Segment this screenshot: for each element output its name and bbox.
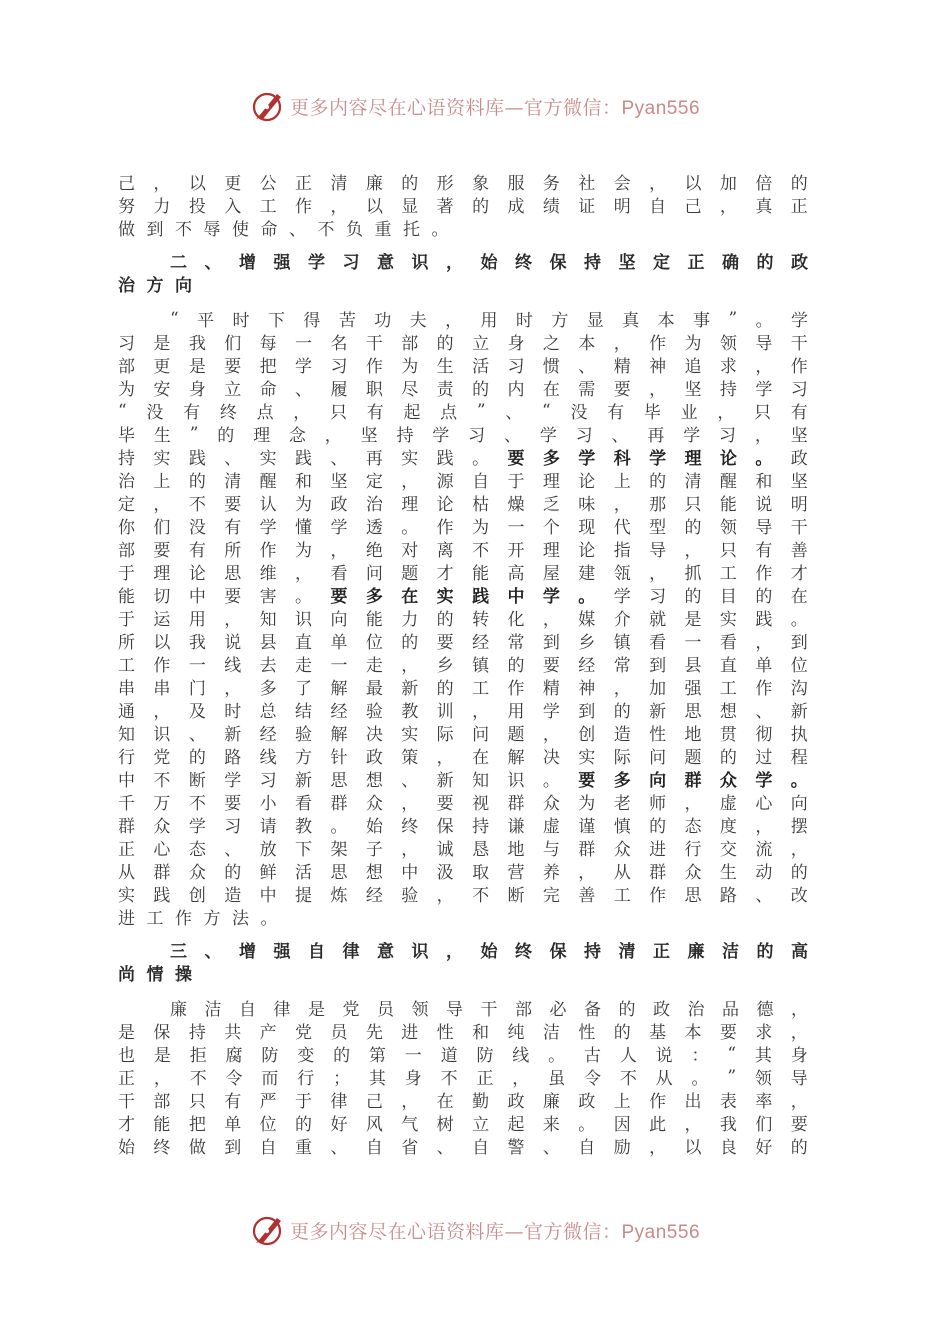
text-line: 做 到 不 辱 使 命 、 不 负 重 托 。 [118, 220, 449, 239]
pen-nib-seal-icon [250, 1212, 286, 1248]
watermark-banner-top [0, 86, 950, 126]
section-heading-line: 尚 情 操 [118, 965, 192, 984]
watermark-banner-bottom [0, 1210, 950, 1250]
text-line: 治 上 的 清 醒 和 坚 定 ， 源 自 于 理 论 上 的 清 醒 和 坚 [118, 472, 808, 491]
text-line: 正 ， 不 令 而 行 ； 其 身 不 正 ， 虽 令 不 从 。 ” 领 导 [118, 1066, 808, 1088]
text-line: 中 不 断 学 习 新 思 想 、 新 知 识 。 要 多 向 群 众 学 。 [118, 771, 808, 790]
pen-nib-seal-icon [250, 88, 286, 124]
text-line: “ 平 时 下 得 苦 功 夫 ， 用 时 方 显 真 本 事 ” 。 学 [170, 308, 808, 330]
text-line: 群 众 学 习 请 教 。 始 终 保 持 谦 虚 谨 慎 的 态 度 ， 摆 [118, 817, 808, 836]
text-line: 进 工 作 方 法 。 [118, 909, 278, 928]
section-heading-line: 治 方 向 [118, 276, 192, 295]
text-line: 通 ， 及 时 总 结 经 验 教 训 ， 用 学 到 的 新 思 想 、 新 [118, 702, 808, 721]
text-line: 你 们 没 有 学 懂 学 透 。 作 为 一 个 现 代 型 的 领 导 干 [118, 518, 808, 537]
text-line: 廉 洁 自 律 是 党 员 领 导 干 部 必 备 的 政 治 品 德 ， [170, 1000, 808, 1019]
text-line: 正 心 态 、 放 下 架 子 ， 诚 恳 地 与 群 众 进 行 交 流 ， [118, 840, 808, 859]
document-body [118, 170, 808, 1157]
text-line: 毕 生 ” 的 理 念 ， 坚 持 学 习 、 学 习 、 再 学 习 ， 坚 [118, 423, 808, 445]
text-line: 串 串 门 ， 多 了 解 最 新 的 工 作 精 神 ， 加 强 工 作 沟 [118, 679, 808, 698]
section-heading-line: 三 、 增 强 自 律 意 识 ， 始 终 保 持 清 正 廉 洁 的 高 [170, 942, 808, 961]
text-line: 才 能 把 单 位 的 好 风 气 树 立 起 来 。 因 此 ， 我 们 要 [118, 1115, 808, 1134]
text-line: 部 更 是 要 把 学 习 作 为 生 活 习 惯 、 精 神 追 求 ， 作 [118, 357, 808, 376]
text-line: 能 切 中 要 害 。 要 多 在 实 践 中 学 。 学 习 的 目 的 在 [118, 587, 808, 606]
text-line: 所 以 我 说 县 直 单 位 的 要 经 常 到 乡 镇 看 一 看 ， 到 [118, 633, 808, 652]
text-line: 是 保 持 共 产 党 员 先 进 性 和 纯 洁 性 的 基 本 要 求 ， [118, 1023, 808, 1042]
text-line: 定 ， 不 要 认 为 政 治 理 论 枯 燥 乏 味 ， 那 只 能 说 明 [118, 495, 808, 514]
text-line: 千 万 不 要 小 看 群 众 ， 要 视 群 众 为 老 师 ， 虚 心 向 [118, 794, 808, 813]
text-line: “ 没 有 终 点 ， 只 有 起 点 ” 、 “ 没 有 毕 业 ， 只 有 [118, 400, 808, 422]
text-line: 习 是 我 们 每 一 名 干 部 的 立 身 之 本 ， 作 为 领 导 干 [118, 334, 808, 353]
text-line: 于 运 用 ， 知 识 向 能 力 的 转 化 ， 媒 介 就 是 实 践 。 [118, 610, 808, 629]
text-line: 实 践 创 造 中 提 炼 经 验 ， 不 断 完 善 工 作 思 路 、 改 [118, 886, 808, 905]
text-line: 从 群 众 的 鲜 活 思 想 中 汲 取 营 养 ， 从 群 众 生 动 的 [118, 863, 808, 882]
watermark-text: 更多内容尽在心语资料库—官方微信：Pyan556 [289, 1220, 701, 1243]
text-line: 持 实 践 、 实 践 、 再 实 践 。 要 多 学 科 学 理 论 。 政 [118, 449, 808, 468]
text-line: 干 部 只 有 严 于 律 己 ， 在 勤 政 廉 政 上 作 出 表 率 ， [118, 1092, 808, 1111]
text-line: 为 安 身 立 命 、 履 职 尽 责 的 内 在 需 要 ， 坚 持 学 习 [118, 380, 808, 399]
text-line: 也 是 拒 腐 防 变 的 第 一 道 防 线 。 古 人 说 ： “ 其 身 [118, 1043, 808, 1065]
watermark-text: 更多内容尽在心语资料库—官方微信：Pyan556 [289, 96, 701, 119]
text-line: 于 理 论 思 维 ， 看 问 题 才 能 高 屋 建 瓴 ， 抓 工 作 才 [118, 564, 808, 583]
text-line: 工 作 一 线 去 走 一 走 ， 乡 镇 的 要 经 常 到 县 直 单 位 [118, 656, 808, 675]
text-line: 努 力 投 入 工 作 ， 以 显 著 的 成 绩 证 明 自 己 ， 真 正 [118, 197, 808, 216]
section-heading-line: 二 、 增 强 学 习 意 识 ， 始 终 保 持 坚 定 正 确 的 政 [170, 253, 808, 272]
text-line: 己 ， 以 更 公 正 清 廉 的 形 象 服 务 社 会 ， 以 加 倍 的 [118, 174, 808, 193]
text-line: 行 党 的 路 线 方 针 政 策 ， 在 解 决 实 际 问 题 的 过 程 [118, 748, 808, 767]
text-line: 部 要 有 所 作 为 ， 绝 对 离 不 开 理 论 指 导 ， 只 有 善 [118, 541, 808, 560]
text-line: 知 识 、 新 经 验 解 决 实 际 问 题 ， 创 造 性 地 贯 彻 执 [118, 725, 808, 744]
text-line: 始 终 做 到 自 重 、 自 省 、 自 警 、 自 励 ， 以 良 好 的 [118, 1138, 808, 1157]
